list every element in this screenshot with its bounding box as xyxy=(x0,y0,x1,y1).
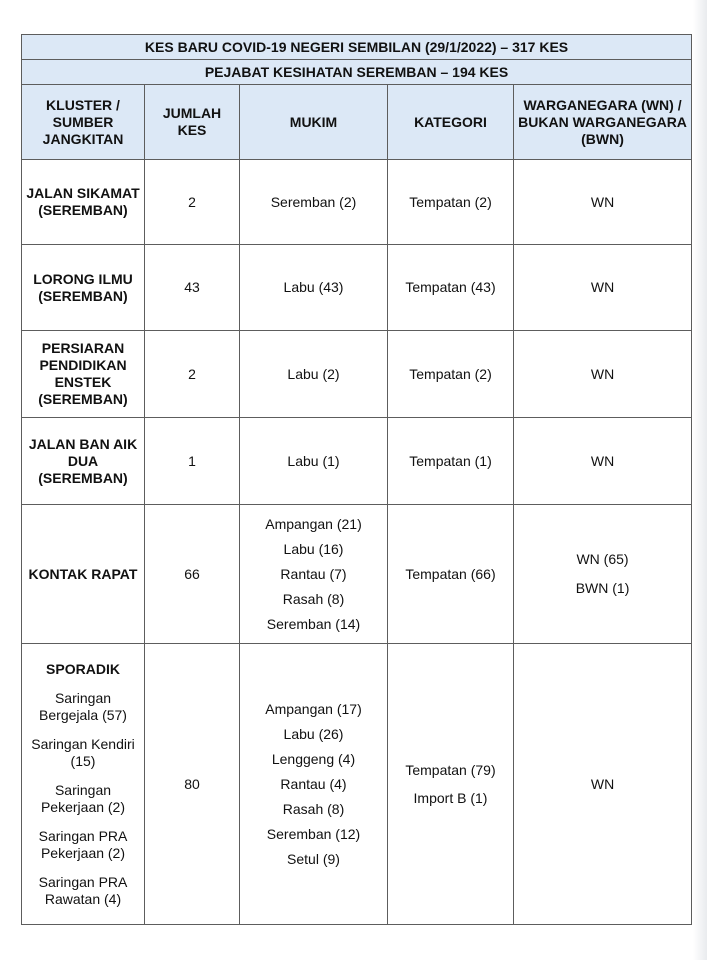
cell-kluster: PERSIARAN PENDIDIKAN ENSTEK (SEREMBAN) xyxy=(22,331,145,418)
cell-wn xyxy=(514,505,692,644)
table-row xyxy=(22,331,692,418)
mukim-item: Labu (16) xyxy=(283,540,344,557)
table-row xyxy=(22,505,692,644)
cell-jumlah: 2 xyxy=(145,331,240,418)
mukim-item: Rantau (7) xyxy=(280,565,347,582)
header-warganegara: WARGANEGARA (WN) / BUKAN WARGANEGARA (BWN) xyxy=(514,85,692,160)
cell-kategori xyxy=(388,644,514,925)
wn-item: BWN (1) xyxy=(575,580,630,596)
page-edge xyxy=(693,0,707,960)
mukim-item: Rasah (8) xyxy=(282,800,345,817)
mukim-item: Labu (26) xyxy=(283,725,344,742)
table-row xyxy=(22,245,692,331)
mukim-item: Setul (9) xyxy=(287,850,340,867)
cell-jumlah: 43 xyxy=(145,245,240,331)
sporadik-sub-item: Saringan PRA Rawatan (4) xyxy=(38,873,128,907)
mukim-item: Lenggeng (4) xyxy=(271,750,356,767)
table-subtitle: PEJABAT KESIHATAN SEREMBAN – 194 KES xyxy=(22,60,692,85)
cell-jumlah: 1 xyxy=(145,418,240,505)
cell-kategori: Tempatan (66) xyxy=(388,505,514,644)
header-jumlah: JUMLAH KES xyxy=(145,85,240,160)
sporadik-sub-item: Saringan PRA Pekerjaan (2) xyxy=(38,827,128,861)
column-header-row xyxy=(22,85,692,160)
cell-kategori: Tempatan (2) xyxy=(388,160,514,245)
cell-wn: WN xyxy=(514,245,692,331)
cell-wn: WN xyxy=(514,160,692,245)
mukim-item: Seremban (12) xyxy=(266,825,361,842)
table-title: KES BARU COVID-19 NEGERI SEMBILAN (29/1/2022) – 317 KES xyxy=(22,35,692,60)
cell-wn: WN xyxy=(514,418,692,505)
cell-mukim xyxy=(240,505,388,644)
cell-kluster: KONTAK RAPAT xyxy=(22,505,145,644)
cell-mukim: Labu (2) xyxy=(240,331,388,418)
cell-kluster: JALAN BAN AIK DUA (SEREMBAN) xyxy=(22,418,145,505)
cell-kategori: Tempatan (1) xyxy=(388,418,514,505)
kategori-item: Tempatan (79) xyxy=(405,761,496,778)
sporadik-sub-item: Saringan Kendiri (15) xyxy=(31,735,135,769)
cell-mukim: Labu (1) xyxy=(240,418,388,505)
kategori-item: Import B (1) xyxy=(413,789,488,806)
sporadik-sub-item: Saringan Bergejala (57) xyxy=(39,689,127,723)
cell-kategori: Tempatan (43) xyxy=(388,245,514,331)
cell-wn: WN xyxy=(514,331,692,418)
wn-item: WN (65) xyxy=(576,551,629,567)
table-row xyxy=(22,160,692,245)
subtitle-row xyxy=(22,60,692,85)
cell-kluster: LORONG ILMU (SEREMBAN) xyxy=(22,245,145,331)
mukim-item: Ampangan (17) xyxy=(265,700,362,717)
cell-mukim: Labu (43) xyxy=(240,245,388,331)
table-row xyxy=(22,644,692,925)
header-kluster: KLUSTER / SUMBER JANGKITAN xyxy=(22,85,145,160)
cell-mukim xyxy=(240,644,388,925)
covid-cases-table xyxy=(21,34,692,925)
cell-kluster xyxy=(22,644,145,925)
table-row xyxy=(22,418,692,505)
mukim-item: Rantau (4) xyxy=(280,775,347,792)
cell-jumlah: 80 xyxy=(145,644,240,925)
cell-jumlah: 66 xyxy=(145,505,240,644)
header-mukim: MUKIM xyxy=(240,85,388,160)
cell-kategori: Tempatan (2) xyxy=(388,331,514,418)
mukim-item: Ampangan (21) xyxy=(265,515,362,532)
cell-jumlah: 2 xyxy=(145,160,240,245)
cell-kluster: JALAN SIKAMAT (SEREMBAN) xyxy=(22,160,145,245)
mukim-item: Rasah (8) xyxy=(282,590,345,607)
title-row xyxy=(22,35,692,60)
sporadik-title: SPORADIK xyxy=(46,660,120,677)
mukim-item: Seremban (14) xyxy=(266,615,361,632)
cell-mukim: Seremban (2) xyxy=(240,160,388,245)
header-kategori: KATEGORI xyxy=(388,85,514,160)
sporadik-sub-item: Saringan Pekerjaan (2) xyxy=(40,781,126,815)
cell-wn: WN xyxy=(514,644,692,925)
